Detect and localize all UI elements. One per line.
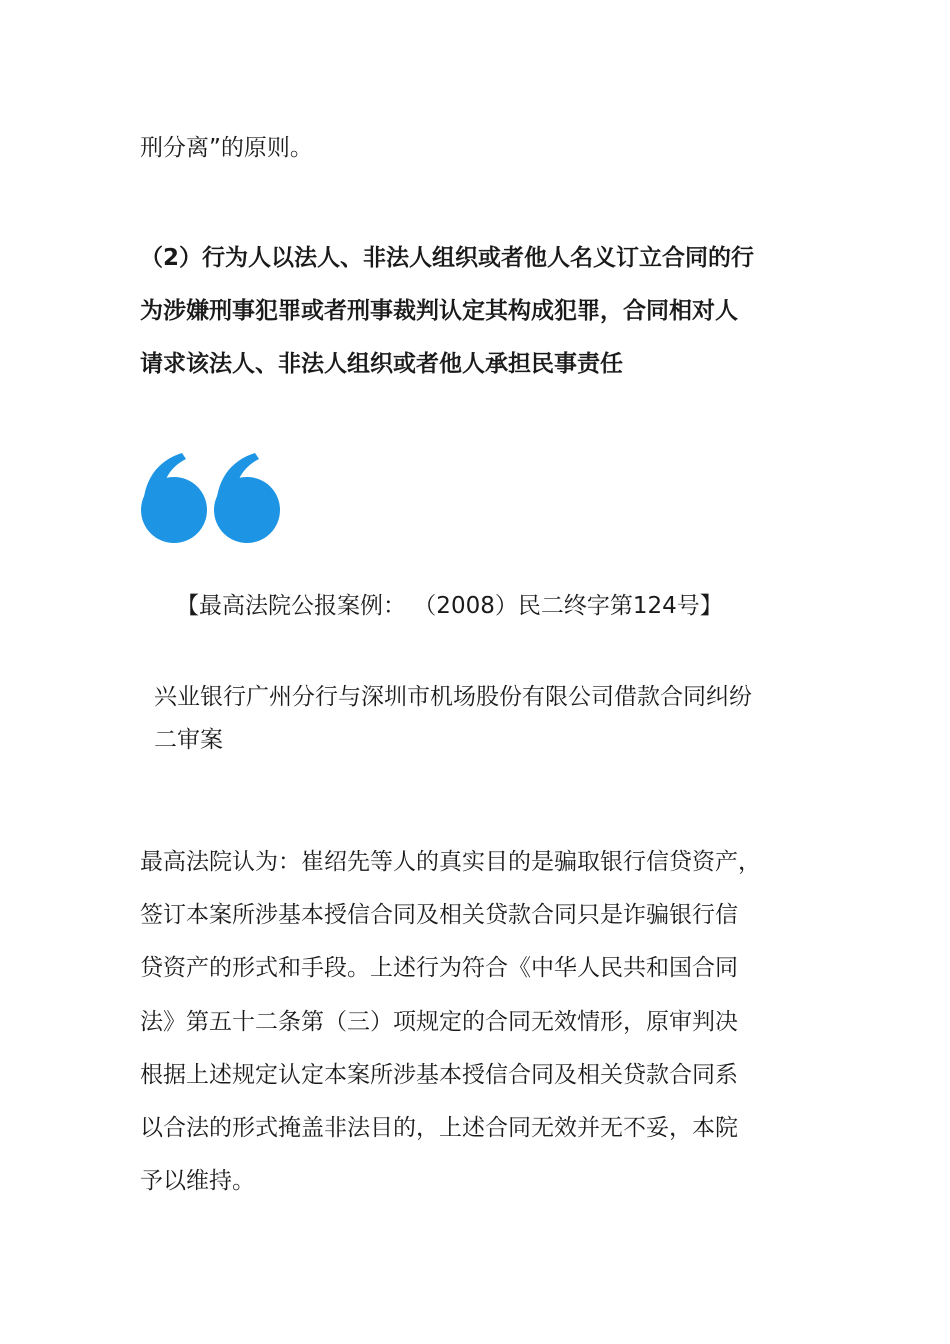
court-opinion-line: 予以维持。 — [140, 1168, 255, 1195]
case-title-line: 兴业银行广州分行与深圳市机场股份有限公司借款合同纠纷 — [154, 684, 752, 710]
court-opinion-line: 贷资产的形式和手段。上述行为符合《中华人民共和国合同 — [140, 955, 738, 982]
section-heading — [140, 232, 820, 391]
section-heading-line: （2）行为人以法人、非法人组织或者他人名义订立合同的行 — [140, 245, 755, 271]
case-title-line: 二审案 — [154, 727, 223, 753]
court-opinion-line: 最高法院认为：崔绍先等人的真实目的是骗取银行信贷资产， — [140, 849, 761, 875]
section-heading-line: 请求该法人、非法人组织或者他人承担民事责任 — [140, 351, 623, 377]
court-opinion-line: 根据上述规定认定本案所涉基本授信合同及相关贷款合同系 — [140, 1061, 738, 1088]
court-opinion-line: 法》第五十二条第（三）项规定的合同无效情形，原审判决 — [140, 1008, 738, 1035]
section-heading-line: 为涉嫌刑事犯罪或者刑事裁判认定其构成犯罪，合同相对人 — [140, 298, 738, 324]
court-opinion-line: 以合法的形式掩盖非法目的，上述合同无效并无不妥，本院 — [140, 1115, 738, 1142]
case-title — [154, 676, 834, 762]
court-opinion-paragraph — [140, 836, 830, 1208]
quote-icon — [140, 452, 282, 544]
court-opinion-line: 签订本案所涉基本授信合同及相关贷款合同只是诈骗银行信 — [140, 902, 738, 929]
case-reference: 【最高法院公报案例： （2008）民二终字第124号】 — [176, 593, 723, 619]
continuation-paragraph: 刑分离”的原则。 — [140, 135, 313, 161]
